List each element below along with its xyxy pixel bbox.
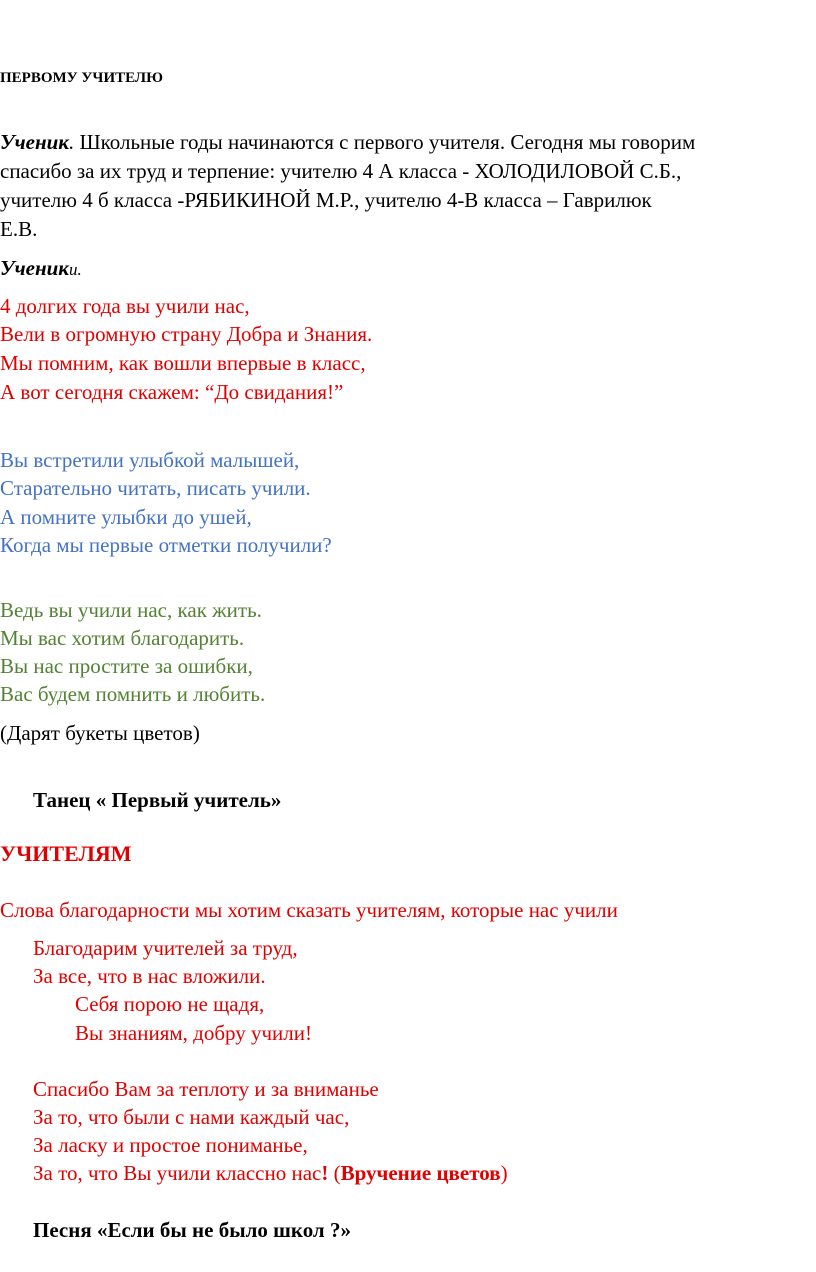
- intro-paragraph: [0, 128, 816, 244]
- poem-green-line-3: Вы нас простите за ошибки,: [0, 654, 253, 678]
- poem-green-line-1: Ведь вы учили нас, как жить.: [0, 598, 262, 622]
- poem-thanks1-line-3: Себя порою не щадя,: [75, 992, 265, 1016]
- poem-red-line-4: А вот сегодня скажем: “До свидания!”: [0, 380, 344, 404]
- flowers-note: (Дарят букеты цветов): [0, 721, 200, 745]
- poem-thanks2-line-4: За то, что Вы учили классно нас! (Вручение цветов): [33, 1161, 508, 1185]
- exclaim-mark: !: [321, 1161, 329, 1185]
- poem-thanks2-line-3: За ласку и простое пониманье,: [33, 1133, 308, 1157]
- poem-thanks1-line-4: Вы знаниям, добру учили!: [75, 1021, 312, 1045]
- poem-blue-line-2: Старательно читать, писать учили.: [0, 476, 311, 500]
- students-label: Ученики.: [0, 256, 82, 280]
- intro-text-1: Школьные годы начинаются с первого учителя. Сегодня мы говорим: [74, 130, 696, 154]
- flowers-presentation: Вручение цветов: [340, 1161, 501, 1185]
- poem-blue-line-4: Когда мы первые отметки получили?: [0, 533, 332, 557]
- poem-blue-line-3: А помните улыбки до ушей,: [0, 505, 252, 529]
- poem-thanks1-line-1: Благодарим учителей за труд,: [33, 936, 298, 960]
- document-title: ПЕРВОМУ УЧИТЕЛЮ: [0, 70, 163, 86]
- poem-thanks2-line-2: За то, что были с нами каждый час,: [33, 1105, 350, 1129]
- intro-line-4: Е.В.: [0, 217, 38, 241]
- poem-thanks1-line-2: За все, что в нас вложили.: [33, 964, 266, 988]
- speaker-dot: .: [68, 130, 75, 154]
- song-title: Песня «Если бы не было школ ?»: [33, 1218, 351, 1242]
- intro-line-2: спасибо за их труд и терпение: учителю 4 А класса - ХОЛОДИЛОВОЙ С.Б.,: [0, 159, 682, 183]
- speaker-label: Ученик: [0, 130, 69, 154]
- poem-blue-line-1: Вы встретили улыбкой малышей,: [0, 448, 300, 472]
- poem-red-line-2: Вели в огромную страну Добра и Знания.: [0, 322, 373, 346]
- gratitude-intro: Слова благодарности мы хотим сказать учителям, которые нас учили: [0, 898, 618, 922]
- dance-title: Танец « Первый учитель»: [33, 788, 282, 812]
- poem-thanks2-line-1: Спасибо Вам за теплоту и за вниманье: [33, 1077, 379, 1101]
- poem-red-line-3: Мы помним, как вошли впервые в класс,: [0, 351, 366, 375]
- poem-red-line-1: 4 долгих года вы учили нас,: [0, 294, 250, 318]
- intro-line-3: учителю 4 б класса -РЯБИКИНОЙ М.Р., учителю 4-В класса – Гаврилюк: [0, 188, 652, 212]
- poem-green-line-2: Мы вас хотим благодарить.: [0, 626, 245, 650]
- poem-green-line-4: Вас будем помнить и любить.: [0, 682, 266, 706]
- teachers-heading: УЧИТЕЛЯМ: [0, 841, 132, 866]
- intro-line-1: [0, 128, 816, 157]
